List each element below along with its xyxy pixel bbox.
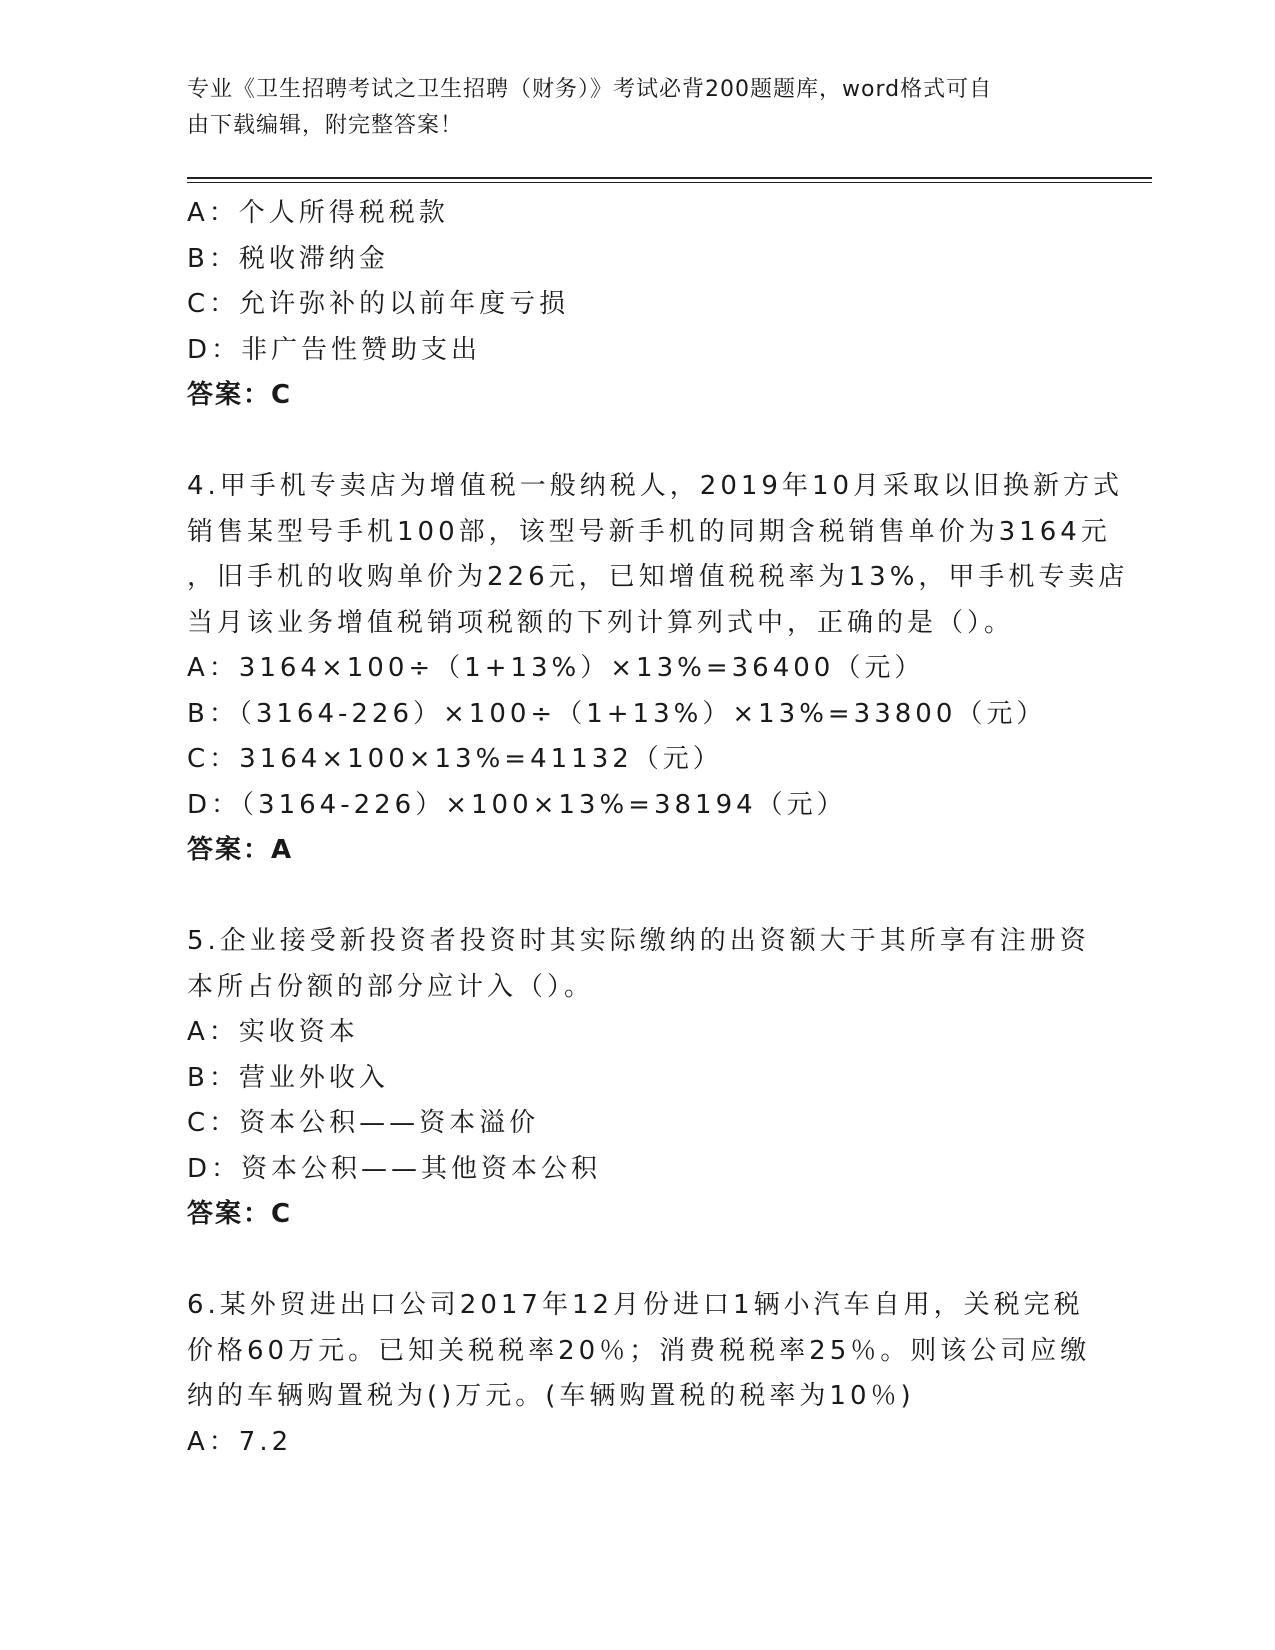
header-line-2: 由下载编辑，附完整答案！ xyxy=(187,113,464,138)
header-line-1: 专业《卫生招聘考试之卫生招聘（财务）》考试必背200题题库，word格式可自 xyxy=(187,77,993,102)
question-stem-line: 5.企业接受新投资者投资时其实际缴纳的出资额大于其所享有注册资 xyxy=(187,926,1090,956)
answer-line: 答案：C xyxy=(187,380,293,410)
document-header xyxy=(187,72,1087,144)
question-stem-line: 6.某外贸进出口公司2017年12月份进口1辆小汽车自用，关税完税 xyxy=(187,1290,1084,1320)
question-5 xyxy=(187,919,1090,1238)
option-c: C：3164×100×13%=41132（元） xyxy=(187,744,723,774)
answer-line: 答案：A xyxy=(187,835,294,865)
option-d: D：非广告性赞助支出 xyxy=(187,334,482,365)
option-c: C：资本公积——资本溢价 xyxy=(187,1108,540,1138)
option-d: D：（3164-226）×100×13%=38194（元） xyxy=(187,789,847,820)
question-stem-line: ，旧手机的收购单价为226元，已知增值税税率为13%，甲手机专卖店 xyxy=(187,562,1129,592)
option-b: B：（3164-226）×100÷（1+13%）×13%=33800（元） xyxy=(187,698,1047,729)
option-d: D：资本公积——其他资本公积 xyxy=(187,1153,602,1184)
question-stem-line: 销售某型号手机100部，该型号新手机的同期含税销售单价为3164元 xyxy=(187,516,1111,547)
answer-line: 答案：C xyxy=(187,1199,293,1229)
option-b: B：税收滞纳金 xyxy=(187,243,389,274)
question-stem-line: 纳的车辆购置税为()万元。(车辆购置税的税率为10％) xyxy=(187,1381,915,1411)
question-stem-line: 当月该业务增值税销项税额的下列计算列式中，正确的是（）。 xyxy=(187,607,1015,638)
spacer xyxy=(187,1238,1087,1284)
document-body xyxy=(187,191,1129,1465)
header-divider-thin xyxy=(187,182,1152,183)
spacer xyxy=(187,419,1087,465)
option-a: A：个人所得税税款 xyxy=(187,198,449,228)
question-6 xyxy=(187,1283,1091,1465)
question-stem-line: 本所占份额的部分应计入（）。 xyxy=(187,971,595,1002)
option-a: A：3164×100÷（1+13%）×13%=36400（元） xyxy=(187,653,925,683)
question-3 xyxy=(187,191,1087,419)
spacer xyxy=(187,874,1087,920)
question-stem-line: 价格60万元。已知关税税率20％；消费税税率25％。则该公司应缴 xyxy=(187,1335,1091,1366)
question-4 xyxy=(187,464,1129,874)
option-b: B：营业外收入 xyxy=(187,1062,389,1093)
option-a: A：7.2 xyxy=(187,1426,293,1457)
option-c: C：允许弥补的以前年度亏损 xyxy=(187,289,570,319)
header-divider-thick xyxy=(187,177,1152,179)
question-stem-line: 4.甲手机专卖店为增值税一般纳税人，2019年10月采取以旧换新方式 xyxy=(187,471,1124,501)
option-a: A：实收资本 xyxy=(187,1017,359,1047)
